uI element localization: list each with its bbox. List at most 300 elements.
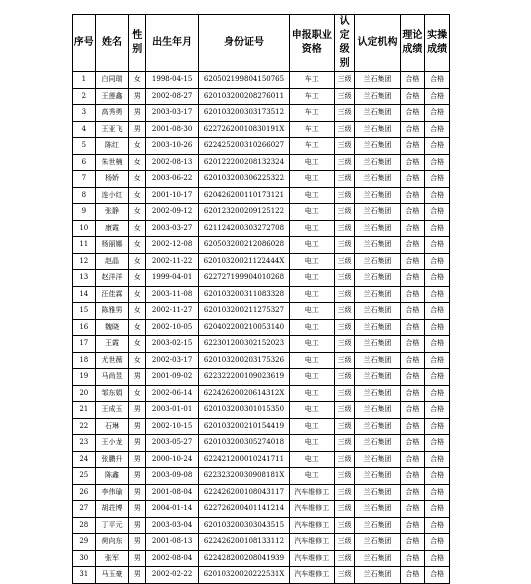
cell-name: 陈雅男 [95,303,129,320]
cell-birth: 2003-03-04 [145,517,198,534]
cell-practice: 合格 [425,534,450,551]
cell-org: 兰石集团 [355,517,400,534]
header-row [73,15,450,72]
header-theory: 理论成绩 [400,15,425,72]
cell-name: 马尚昱 [95,369,129,386]
cell-org: 兰石集团 [355,220,400,237]
cell-no: 6 [73,154,96,171]
cell-gender: 女 [129,138,145,155]
cell-birth: 2003-09-08 [145,468,198,485]
cell-gender: 男 [129,484,145,501]
cell-qualification: 汽车维修工 [289,517,334,534]
cell-name: 丁平元 [95,517,129,534]
cell-birth: 2002-08-04 [145,550,198,567]
cell-gender: 女 [129,319,145,336]
table-row [73,88,450,105]
cell-qualification: 电工 [289,204,334,221]
cell-id-number: 62010320020222531X [199,567,289,584]
cell-level: 三级 [334,451,355,468]
cell-practice: 合格 [425,369,450,386]
cell-practice: 合格 [425,220,450,237]
header-name: 姓名 [95,15,129,72]
cell-birth: 2003-11-08 [145,286,198,303]
cell-no: 5 [73,138,96,155]
cell-theory: 合格 [400,88,425,105]
cell-no: 13 [73,270,96,287]
cell-practice: 合格 [425,336,450,353]
cell-theory: 合格 [400,550,425,567]
cell-birth: 2002-10-05 [145,319,198,336]
cell-level: 三级 [334,484,355,501]
cell-org: 兰石集团 [355,105,400,122]
cell-id-number: 622426200108133112 [199,534,289,551]
cell-id-number: 62272620010830191X [199,121,289,138]
table-row [73,501,450,518]
cell-no: 18 [73,352,96,369]
cell-name: 康霞 [95,220,129,237]
cell-birth: 2004-01-14 [145,501,198,518]
cell-qualification: 电工 [289,220,334,237]
cell-theory: 合格 [400,171,425,188]
cell-gender: 男 [129,517,145,534]
cell-practice: 合格 [425,105,450,122]
cell-id-number: 620103200208276011 [199,88,289,105]
cell-theory: 合格 [400,319,425,336]
cell-id-number: 62010320021122444X [199,253,289,270]
cell-level: 三级 [334,567,355,584]
cell-gender: 女 [129,385,145,402]
cell-practice: 合格 [425,385,450,402]
cell-org: 兰石集团 [355,336,400,353]
cell-practice: 合格 [425,517,450,534]
cell-level: 三级 [334,303,355,320]
cell-name: 魏晓 [95,319,129,336]
table-row [73,121,450,138]
cell-theory: 合格 [400,220,425,237]
cell-level: 三级 [334,237,355,254]
cell-name: 汪佳霖 [95,286,129,303]
cell-org: 兰石集团 [355,72,400,89]
cell-gender: 女 [129,286,145,303]
cell-name: 白同瑞 [95,72,129,89]
cell-level: 三级 [334,105,355,122]
cell-name: 李伟瑜 [95,484,129,501]
cell-theory: 合格 [400,468,425,485]
cell-level: 三级 [334,286,355,303]
cell-qualification: 电工 [289,270,334,287]
cell-id-number: 620503200212086028 [199,237,289,254]
cell-practice: 合格 [425,187,450,204]
cell-name: 王霞 [95,336,129,353]
table-row [73,550,450,567]
cell-org: 兰石集团 [355,468,400,485]
cell-birth: 2002-11-27 [145,303,198,320]
cell-level: 三级 [334,534,355,551]
cell-gender: 男 [129,369,145,386]
cell-theory: 合格 [400,534,425,551]
cell-practice: 合格 [425,352,450,369]
cell-org: 兰石集团 [355,418,400,435]
cell-name: 杨娇 [95,171,129,188]
cell-qualification: 车工 [289,121,334,138]
cell-qualification: 车工 [289,88,334,105]
cell-name: 石琳 [95,418,129,435]
cell-birth: 2002-12-08 [145,237,198,254]
cell-id-number: 622322200109023619 [199,369,289,386]
cell-practice: 合格 [425,138,450,155]
cell-qualification: 电工 [289,435,334,452]
table-row [73,534,450,551]
cell-birth: 2001-08-13 [145,534,198,551]
cell-name: 赵晶 [95,253,129,270]
cell-no: 30 [73,550,96,567]
cell-theory: 合格 [400,501,425,518]
table-row [73,385,450,402]
cell-birth: 2003-03-17 [145,105,198,122]
cell-theory: 合格 [400,286,425,303]
cell-birth: 2003-10-26 [145,138,198,155]
table-row [73,220,450,237]
cell-level: 三级 [334,270,355,287]
cell-id-number: 620103200203175326 [199,352,289,369]
cell-qualification: 车工 [289,105,334,122]
cell-id-number: 622727199904010268 [199,270,289,287]
table-row [73,402,450,419]
cell-no: 2 [73,88,96,105]
cell-id-number: 620103200303173512 [199,105,289,122]
cell-theory: 合格 [400,336,425,353]
cell-id-number: 622726200401141214 [199,501,289,518]
table-row [73,336,450,353]
cell-org: 兰石集团 [355,286,400,303]
cell-org: 兰石集团 [355,319,400,336]
table-row [73,435,450,452]
cell-gender: 女 [129,253,145,270]
cell-id-number: 620402200210053140 [199,319,289,336]
cell-name: 朱世楠 [95,154,129,171]
cell-name: 陈红 [95,138,129,155]
cell-birth: 2002-02-22 [145,567,198,584]
cell-no: 22 [73,418,96,435]
table-row [73,138,450,155]
cell-birth: 2000-10-24 [145,451,198,468]
cell-birth: 2002-06-14 [145,385,198,402]
table-row [73,105,450,122]
table-row [73,253,450,270]
cell-no: 9 [73,204,96,221]
table-row [73,154,450,171]
cell-practice: 合格 [425,88,450,105]
cell-gender: 女 [129,352,145,369]
header-qualification: 申报职业资格 [289,15,334,72]
cell-id-number: 622301200302152023 [199,336,289,353]
cell-practice: 合格 [425,319,450,336]
cell-practice: 合格 [425,567,450,584]
cell-qualification: 电工 [289,319,334,336]
cell-gender: 男 [129,402,145,419]
cell-no: 14 [73,286,96,303]
cell-no: 16 [73,319,96,336]
cell-theory: 合格 [400,105,425,122]
cell-practice: 合格 [425,303,450,320]
cell-name: 连小红 [95,187,129,204]
cell-org: 兰石集团 [355,204,400,221]
table-row [73,468,450,485]
cell-birth: 2002-08-13 [145,154,198,171]
cell-practice: 合格 [425,72,450,89]
cell-name: 杨丽娜 [95,237,129,254]
cell-gender: 女 [129,237,145,254]
cell-no: 12 [73,253,96,270]
cell-theory: 合格 [400,204,425,221]
cell-qualification: 电工 [289,286,334,303]
table-row [73,171,450,188]
cell-theory: 合格 [400,72,425,89]
cell-practice: 合格 [425,418,450,435]
cell-no: 26 [73,484,96,501]
cell-gender: 女 [129,270,145,287]
cell-theory: 合格 [400,187,425,204]
cell-birth: 2003-03-27 [145,220,198,237]
cell-gender: 男 [129,121,145,138]
cell-qualification: 电工 [289,385,334,402]
cell-no: 20 [73,385,96,402]
cell-theory: 合格 [400,418,425,435]
cell-id-number: 62242620020614312X [199,385,289,402]
cell-level: 三级 [334,352,355,369]
cell-qualification: 电工 [289,237,334,254]
cell-theory: 合格 [400,237,425,254]
cell-name: 王成玉 [95,402,129,419]
cell-no: 27 [73,501,96,518]
cell-theory: 合格 [400,385,425,402]
cell-level: 三级 [334,154,355,171]
cell-qualification: 电工 [289,171,334,188]
cell-id-number: 620103200305274018 [199,435,289,452]
cell-no: 17 [73,336,96,353]
cell-practice: 合格 [425,451,450,468]
header-no: 序号 [73,15,96,72]
cell-level: 三级 [334,253,355,270]
cell-practice: 合格 [425,286,450,303]
cell-level: 三级 [334,138,355,155]
cell-no: 7 [73,171,96,188]
cell-org: 兰石集团 [355,187,400,204]
cell-id-number: 622426200108043117 [199,484,289,501]
cell-theory: 合格 [400,270,425,287]
cell-gender: 男 [129,88,145,105]
table-row [73,303,450,320]
cell-theory: 合格 [400,303,425,320]
cell-birth: 2002-09-12 [145,204,198,221]
cell-practice: 合格 [425,484,450,501]
cell-level: 三级 [334,88,355,105]
cell-gender: 男 [129,567,145,584]
cell-org: 兰石集团 [355,402,400,419]
cell-no: 15 [73,303,96,320]
cell-qualification: 电工 [289,451,334,468]
cell-qualification: 汽车维修工 [289,534,334,551]
table-row [73,204,450,221]
cell-birth: 2003-01-01 [145,402,198,419]
header-id-number: 身份证号 [199,15,289,72]
cell-gender: 男 [129,550,145,567]
cell-name: 张鹏升 [95,451,129,468]
cell-no: 29 [73,534,96,551]
cell-name: 邹东娟 [95,385,129,402]
cell-id-number: 620103200311083328 [199,286,289,303]
header-level: 认定级别 [334,15,355,72]
cell-level: 三级 [334,550,355,567]
cell-id-number: 620123200209125122 [199,204,289,221]
header-birth: 出生年月 [145,15,198,72]
cell-id-number: 621124200303272708 [199,220,289,237]
cell-theory: 合格 [400,121,425,138]
cell-birth: 2001-08-04 [145,484,198,501]
cell-level: 三级 [334,187,355,204]
cell-level: 三级 [334,418,355,435]
cell-no: 25 [73,468,96,485]
cell-level: 三级 [334,72,355,89]
cell-level: 三级 [334,501,355,518]
table-row [73,352,450,369]
cell-org: 兰石集团 [355,534,400,551]
table-row [73,517,450,534]
cell-id-number: 620103200303043515 [199,517,289,534]
cell-birth: 1999-04-01 [145,270,198,287]
cell-no: 31 [73,567,96,584]
cell-id-number: 620122200208132324 [199,154,289,171]
cell-qualification: 汽车维修工 [289,550,334,567]
cell-practice: 合格 [425,121,450,138]
cell-theory: 合格 [400,435,425,452]
cell-birth: 2001-10-17 [145,187,198,204]
cell-practice: 合格 [425,468,450,485]
table-row [73,319,450,336]
cell-org: 兰石集团 [355,121,400,138]
cell-practice: 合格 [425,435,450,452]
cell-practice: 合格 [425,204,450,221]
cell-name: 尤世薇 [95,352,129,369]
cell-name: 胡荘博 [95,501,129,518]
cell-org: 兰石集团 [355,270,400,287]
cell-no: 24 [73,451,96,468]
table-row [73,286,450,303]
header-practice: 实操成绩 [425,15,450,72]
cell-name: 高秀勇 [95,105,129,122]
cell-gender: 男 [129,105,145,122]
table-row [73,270,450,287]
cell-qualification: 电工 [289,468,334,485]
cell-name: 荷向东 [95,534,129,551]
cell-theory: 合格 [400,402,425,419]
cell-theory: 合格 [400,369,425,386]
cell-org: 兰石集团 [355,303,400,320]
cell-level: 三级 [334,369,355,386]
cell-practice: 合格 [425,402,450,419]
cell-no: 1 [73,72,96,89]
cell-theory: 合格 [400,451,425,468]
cell-no: 23 [73,435,96,452]
cell-theory: 合格 [400,352,425,369]
header-org: 认定机构 [355,15,400,72]
cell-org: 兰石集团 [355,550,400,567]
cell-level: 三级 [334,517,355,534]
cell-name: 王莲鑫 [95,88,129,105]
cell-org: 兰石集团 [355,138,400,155]
cell-level: 三级 [334,171,355,188]
cell-org: 兰石集团 [355,253,400,270]
cell-org: 兰石集团 [355,154,400,171]
cell-gender: 男 [129,534,145,551]
cell-gender: 女 [129,171,145,188]
table-row [73,237,450,254]
cell-qualification: 电工 [289,303,334,320]
cell-gender: 女 [129,187,145,204]
cell-gender: 男 [129,451,145,468]
cell-practice: 合格 [425,270,450,287]
cell-birth: 1998-04-15 [145,72,198,89]
cell-qualification: 电工 [289,187,334,204]
cell-gender: 男 [129,435,145,452]
table-row [73,72,450,89]
cell-practice: 合格 [425,253,450,270]
table-row [73,187,450,204]
cell-id-number: 620103200301015350 [199,402,289,419]
cell-id-number: 620502199804150765 [199,72,289,89]
cell-no: 4 [73,121,96,138]
cell-org: 兰石集团 [355,385,400,402]
cell-level: 三级 [334,468,355,485]
cell-level: 三级 [334,435,355,452]
cell-gender: 女 [129,220,145,237]
cell-level: 三级 [334,336,355,353]
cell-org: 兰石集团 [355,567,400,584]
cell-id-number: 622421200010241711 [199,451,289,468]
cell-gender: 男 [129,468,145,485]
cell-level: 三级 [334,319,355,336]
cell-level: 三级 [334,220,355,237]
cell-id-number: 620103200210154419 [199,418,289,435]
cell-org: 兰石集团 [355,501,400,518]
cell-birth: 2001-08-30 [145,121,198,138]
cell-theory: 合格 [400,253,425,270]
cell-org: 兰石集团 [355,171,400,188]
cell-level: 三级 [334,385,355,402]
cell-id-number: 62232320030908181X [199,468,289,485]
cell-org: 兰石集团 [355,88,400,105]
cell-birth: 2001-09-02 [145,369,198,386]
cell-gender: 女 [129,154,145,171]
cell-theory: 合格 [400,154,425,171]
cell-birth: 2003-02-15 [145,336,198,353]
table-row [73,484,450,501]
cell-org: 兰石集团 [355,369,400,386]
cell-qualification: 电工 [289,418,334,435]
cell-id-number: 622428200208041939 [199,550,289,567]
cell-no: 10 [73,220,96,237]
cell-qualification: 电工 [289,352,334,369]
cell-practice: 合格 [425,154,450,171]
cell-theory: 合格 [400,517,425,534]
cell-practice: 合格 [425,501,450,518]
cell-gender: 女 [129,303,145,320]
cell-level: 三级 [334,121,355,138]
cell-qualification: 汽车维修工 [289,501,334,518]
table-row [73,369,450,386]
cell-id-number: 620426200110173121 [199,187,289,204]
table-row [73,451,450,468]
